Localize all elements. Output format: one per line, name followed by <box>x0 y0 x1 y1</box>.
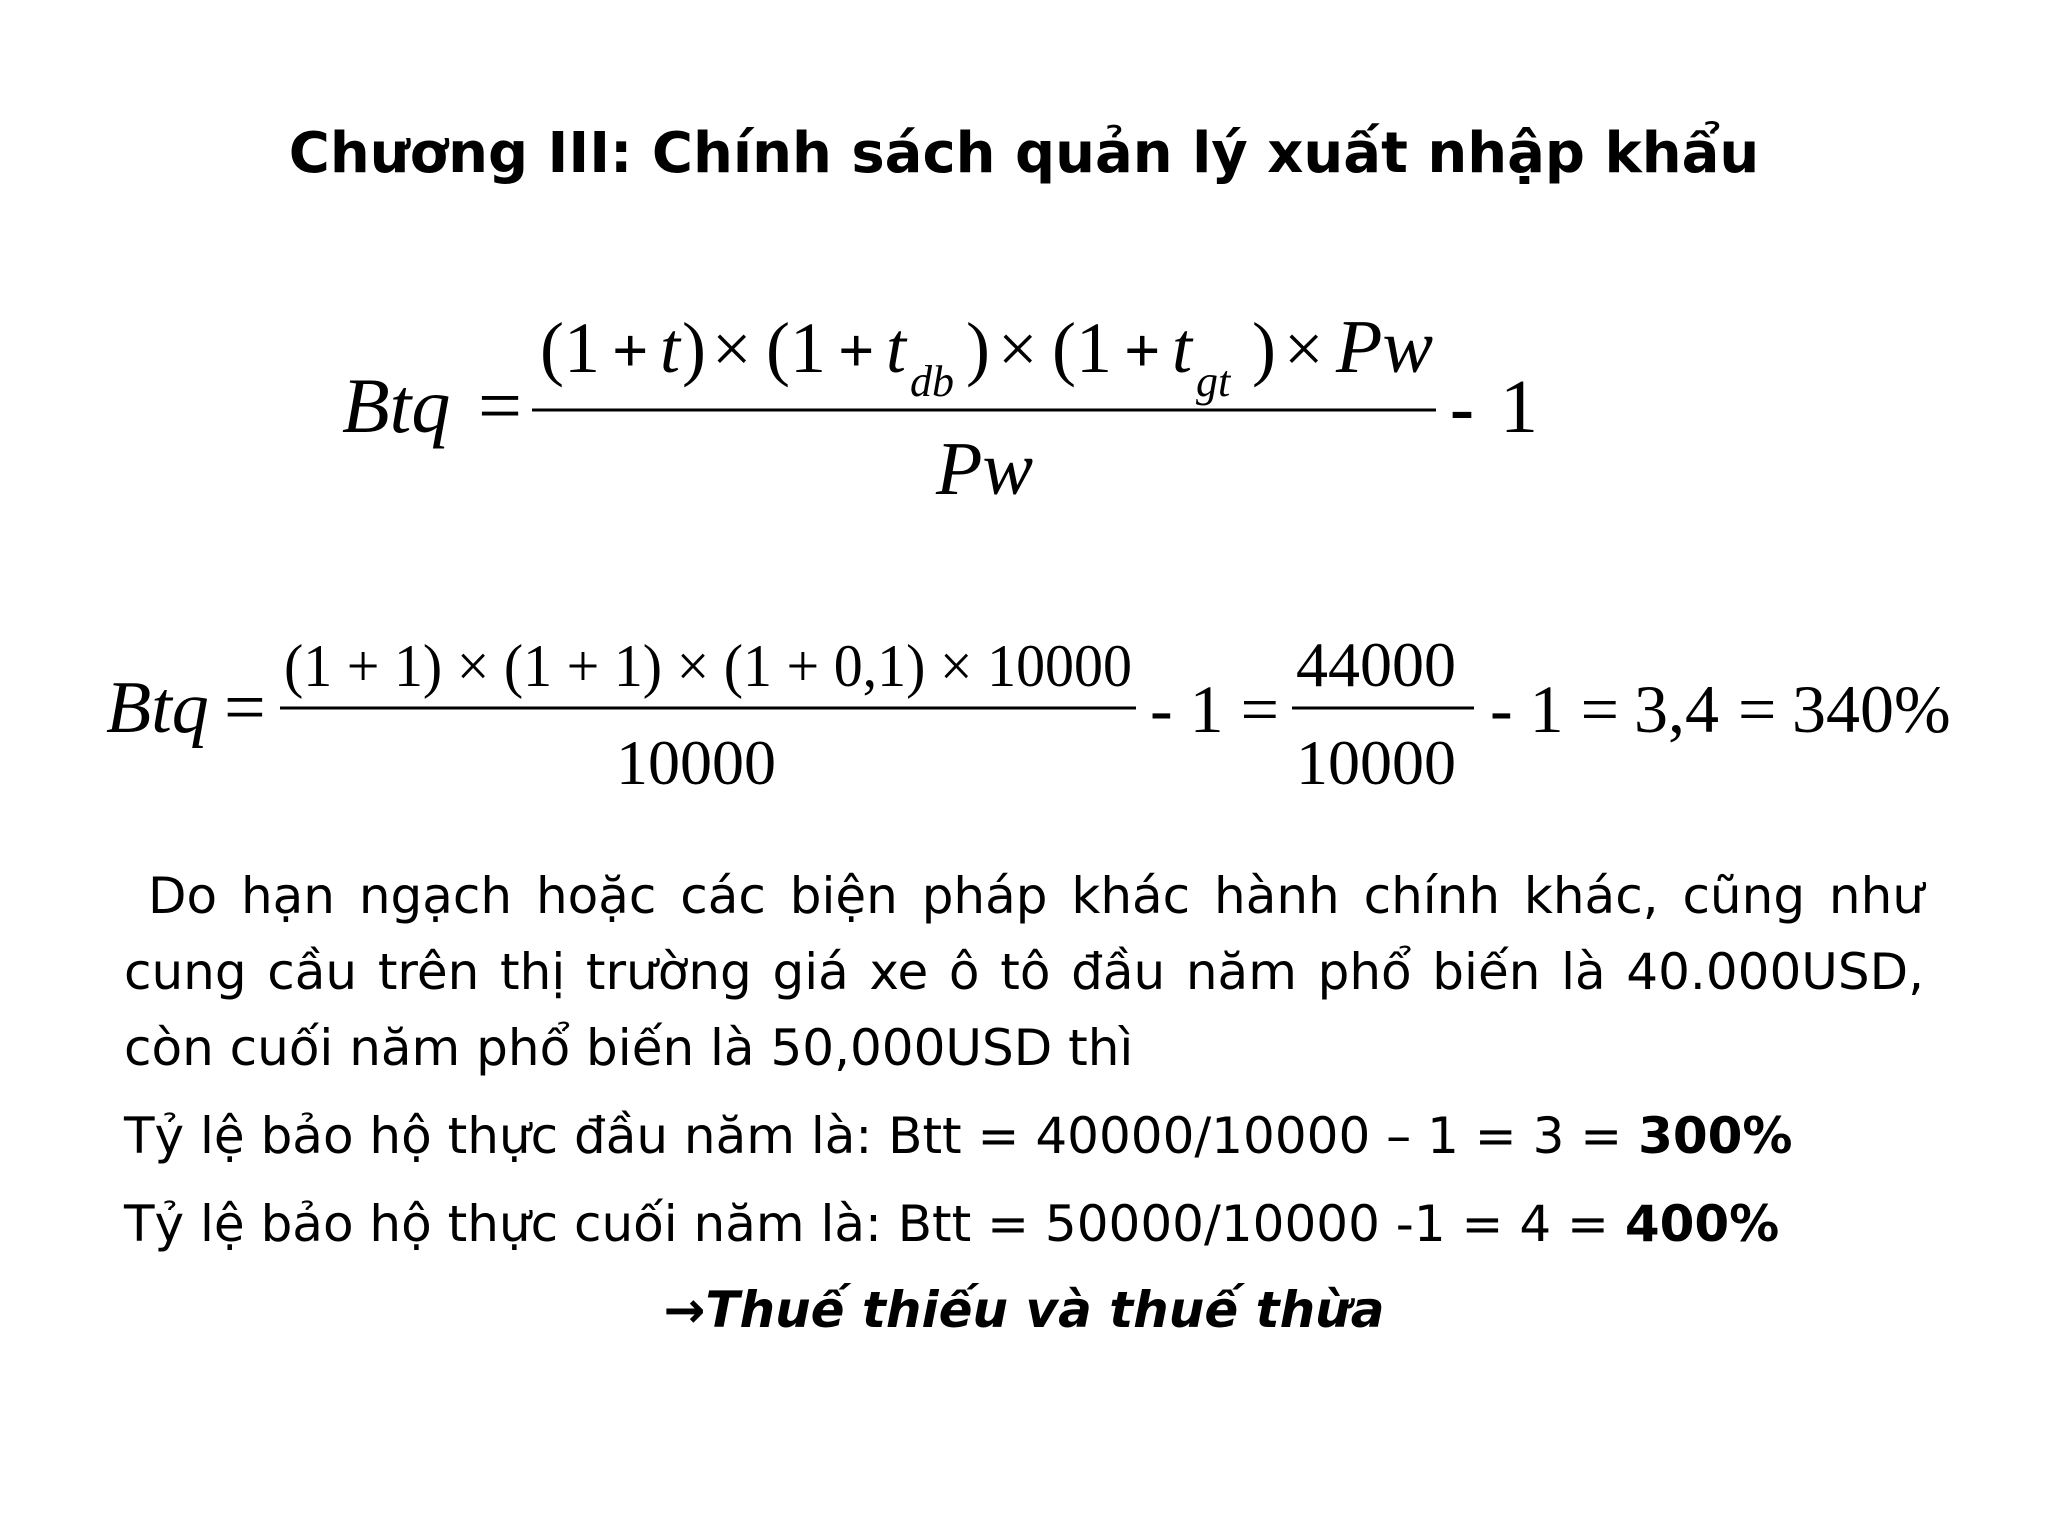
numerator-factor-1-close: ) <box>682 308 706 388</box>
numerator-var-tdb: t <box>886 308 907 388</box>
numerator-factor-3-close: ) <box>1252 308 1276 388</box>
formula-minus: - <box>1450 368 1474 448</box>
example-equals: = <box>224 667 266 749</box>
general-formula <box>342 305 1538 511</box>
end-year-value: 400% <box>1624 1195 1780 1253</box>
plus-sign-1: + <box>612 315 649 386</box>
denominator-pw: Pw <box>936 427 1034 511</box>
times-sign-2: × <box>998 311 1038 388</box>
end-year-formula-text: Tỷ lệ bảo hộ thực cuối năm là: Btt = 50000/10000 -1 = 4 = <box>124 1195 1625 1253</box>
example-result-percent: 340% <box>1792 671 1951 747</box>
explanation-paragraph: Do hạn ngạch hoặc các biện pháp khác hành chính khác, cũng như cung cầu trên thị trường giá xe ô tô đầu năm phổ biến là 40.000USD, còn cuối năm phổ biến là 50,000USD thì <box>124 867 1924 1077</box>
slide-title: Chương III: Chính sách quản lý xuất nhập khẩu <box>288 121 1760 186</box>
numerator-factor-1-open: (1 <box>540 308 600 388</box>
numerator-var-tgt: t <box>1172 308 1193 388</box>
numerator-factor-2-close: ) <box>966 308 990 388</box>
example-minus-one-1: - 1 = <box>1150 671 1279 747</box>
subscript-db: db <box>910 357 954 406</box>
example-result-ratio: 3,4 <box>1634 671 1719 747</box>
example-denominator-1: 10000 <box>616 727 776 798</box>
example-minus-one-2: - 1 = <box>1490 671 1619 747</box>
example-numerator-1: (1 + 1) × (1 + 1) × (1 + 0,1) × 10000 <box>284 633 1132 699</box>
example-equals-2: = <box>1738 671 1777 747</box>
times-sign-1: × <box>712 311 752 388</box>
formula-lhs: Btq <box>342 362 451 449</box>
start-year-value: 300% <box>1638 1107 1793 1165</box>
times-sign-3: × <box>1284 311 1324 388</box>
start-year-protection-line <box>124 1098 1924 1174</box>
example-denominator-2: 10000 <box>1296 727 1456 798</box>
numerator-factor-2-open: (1 <box>766 308 826 388</box>
formula-equals: = <box>478 362 522 449</box>
example-formula <box>106 629 1951 798</box>
subscript-gt: gt <box>1196 357 1231 406</box>
example-numerator-2: 44000 <box>1296 629 1456 700</box>
plus-sign-3: + <box>1124 315 1161 386</box>
start-year-formula-text: Tỷ lệ bảo hộ thực đầu năm là: Btt = 40000/10000 – 1 = 3 = <box>124 1107 1639 1165</box>
conclusion-line: →Thuế thiếu và thuế thừa <box>663 1281 1385 1339</box>
numerator-var-t: t <box>660 308 681 388</box>
example-lhs: Btq <box>106 667 209 749</box>
numerator-factor-3-open: (1 <box>1052 308 1112 388</box>
numerator-pw: Pw <box>1336 305 1434 389</box>
formula-one: 1 <box>1500 365 1538 449</box>
end-year-protection-line <box>124 1186 1924 1262</box>
plus-sign-2: + <box>838 315 875 386</box>
